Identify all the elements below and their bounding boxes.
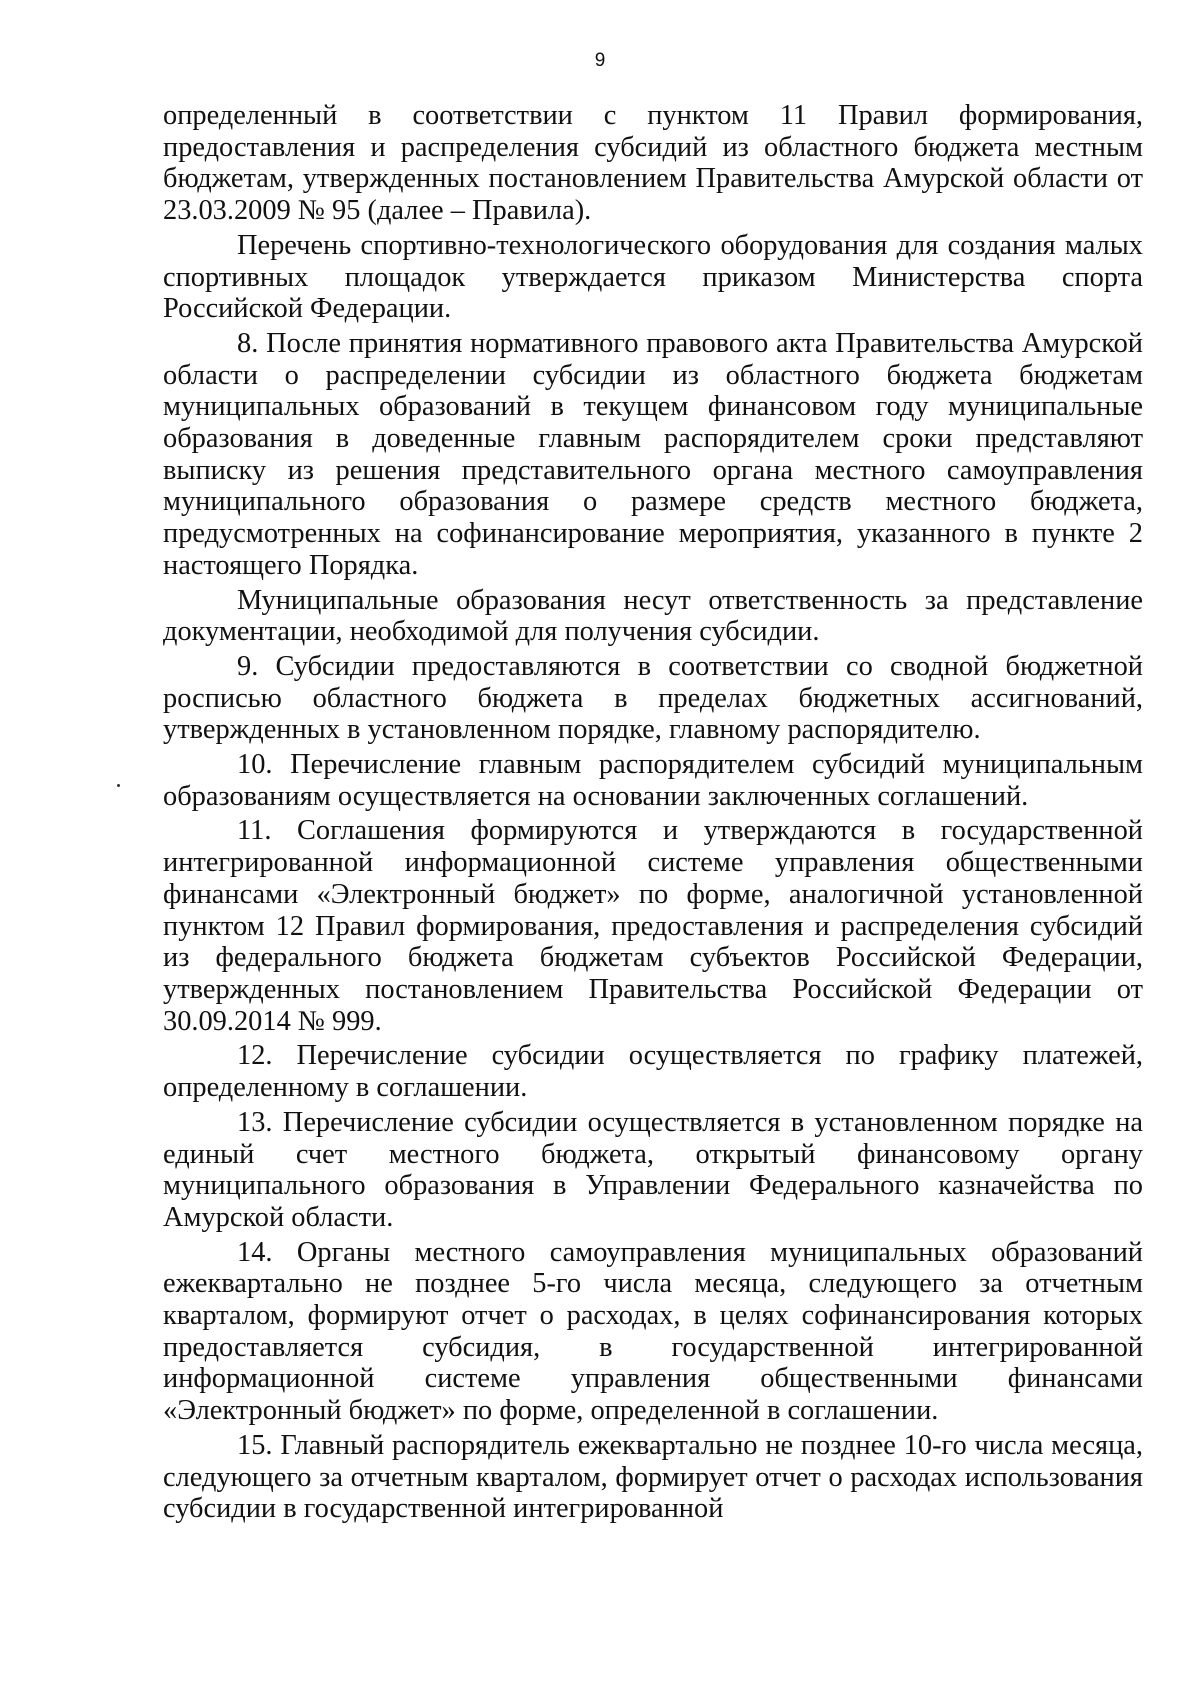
document-body [163, 100, 1143, 1525]
paragraph-item-15: 15. Главный распорядитель ежеквартально не позднее 10-го числа месяца, следующего за отчетным кварталом, формирует отчет о расходах использования субсидии в государственной интегрированной [163, 1429, 1143, 1525]
paragraph-item-11: 11. Соглашения формируются и утверждаются в государственной интегрированной информационной системе управления общественными финансами «Электронный бюджет» по форме, аналогичной установленной пунктом 12 Правил формирования, предоставления и распределения субсидий из федерального бюджета бюджетам субъектов Российской Федерации, утвержденных постановлением Правительства Российской Федерации от 30.09.2014 № 999. [163, 815, 1143, 1037]
scan-speck [117, 784, 120, 787]
paragraph-item-14: 14. Органы местного самоуправления муниципальных образований ежеквартально не позднее 5-го числа месяца, следующего за отчетным кварталом, формируют отчет о расходах, в целях софинансирования которых предоставляется субсидия, в государственной интегрированной информационной системе управления общественными финансами «Электронный бюджет» по форме, определенной в соглашении. [163, 1236, 1143, 1427]
page-number: 9 [594, 50, 606, 71]
paragraph-item-12: 12. Перечисление субсидии осуществляется по графику платежей, определенному в соглашении. [163, 1040, 1143, 1104]
paragraph-equipment-list: Перечень спортивно-технологического оборудования для создания малых спортивных площадок утверждается приказом Министерства спорта Российской Федерации. [163, 229, 1143, 325]
paragraph-item-8: 8. После принятия нормативного правового акта Правительства Амурской области о распределении субсидии из областного бюджета бюджетам муниципальных образований в текущем финансовом году муниципальные образования в доведенные главным распорядителем сроки представляют выписку из решения представительного органа местного самоуправления муниципального образования о размере средств местного бюджета, предусмотренных на софинансирование мероприятия, указанного в пункте 2 настоящего Порядка. [163, 327, 1143, 581]
paragraph-continuation: определенный в соответствии с пунктом 11 Правил формирования, предоставления и распределения субсидий из областного бюджета местным бюджетам, утвержденных постановлением Правительства Амурской области от 23.03.2009 № 95 (далее – Правила). [163, 100, 1143, 227]
paragraph-item-9: 9. Субсидии предоставляются в соответствии со сводной бюджетной росписью областного бюджета в пределах бюджетных ассигнований, утвержденных в установленном порядке, главному распорядителю. [163, 650, 1143, 746]
paragraph-responsibility: Муниципальные образования несут ответственность за представление документации, необходимой для получения субсидии. [163, 584, 1143, 648]
paragraph-item-13: 13. Перечисление субсидии осуществляется в установленном порядке на единый счет местного бюджета, открытый финансовому органу муниципального образования в Управлении Федерального казначейства по Амурской области. [163, 1106, 1143, 1233]
paragraph-item-10: 10. Перечисление главным распорядителем субсидий муниципальным образованиям осуществляется на основании заключенных соглашений. [163, 749, 1143, 812]
